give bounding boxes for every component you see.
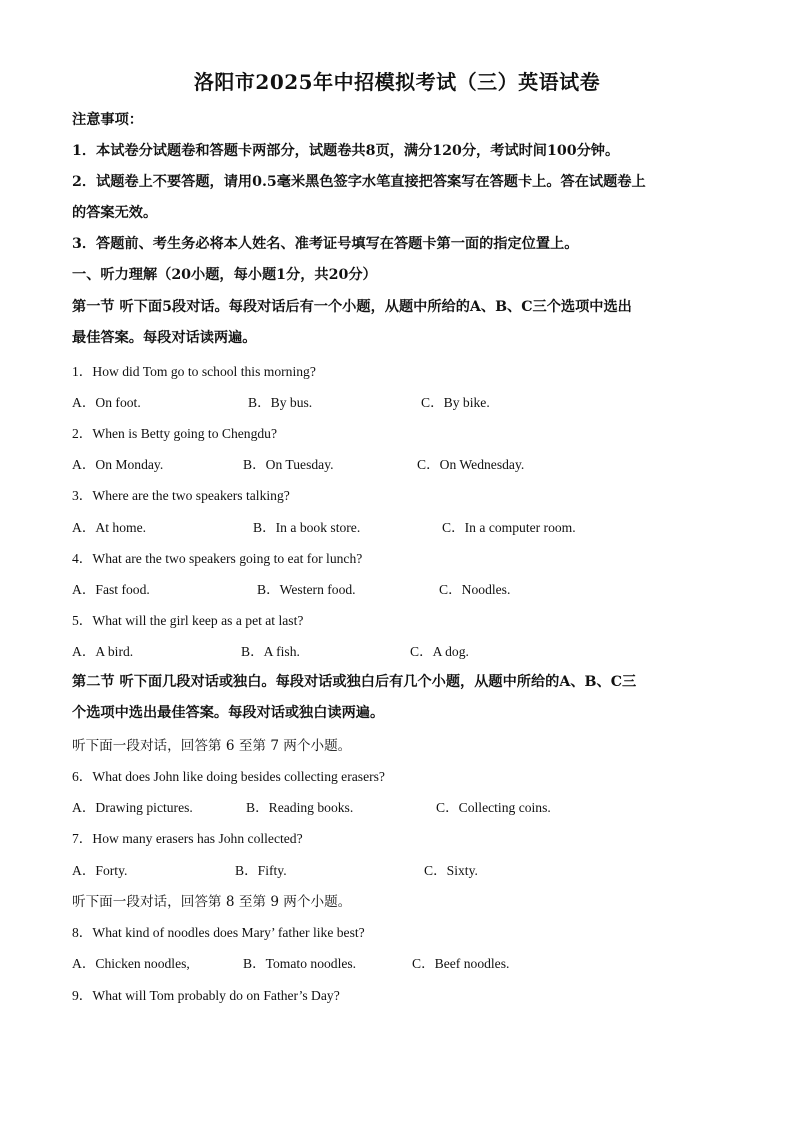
q6-option-a: A．Drawing pictures.	[72, 800, 193, 815]
q8-option-c: C．Beef noodles.	[412, 956, 510, 971]
question-7: 7．How many erasers has John collected?	[72, 831, 303, 846]
q6-option-b: B．Reading books.	[246, 800, 354, 815]
notice-item-3: 3．答题前、考生务必将本人姓名、准考证号填写在答题卡第一面的指定位置上。	[72, 236, 579, 252]
q3-option-b: B．In a book store.	[253, 520, 361, 535]
q4-option-c: C．Noodles.	[439, 582, 511, 597]
q7-option-b: B．Fifty.	[235, 863, 287, 878]
intro-q8-q9: 听下面一段对话，回答第 8 至第 9 两个小题。	[72, 894, 352, 910]
intro-q6-q7: 听下面一段对话，回答第 6 至第 7 两个小题。	[72, 738, 352, 754]
q5-option-c: C．A dog.	[410, 644, 469, 659]
q8-option-b: B．Tomato noodles.	[243, 956, 357, 971]
q1-option-a: A．On foot.	[72, 395, 141, 410]
question-3: 3．Where are the two speakers talking?	[72, 488, 290, 503]
notice-item-2-cont: 的答案无效。	[72, 205, 158, 221]
q4-option-b: B．Western food.	[257, 582, 356, 597]
q4-option-a: A．Fast food.	[72, 582, 150, 597]
q2-option-c: C．On Wednesday.	[417, 457, 525, 472]
part1-heading: 一、听力理解（20小题，每小题1分，共20分）	[72, 267, 377, 283]
q3-option-c: C．In a computer room.	[442, 520, 576, 535]
question-6: 6．What does John like doing besides collecting erasers?	[72, 769, 385, 784]
q7-option-c: C．Sixty.	[424, 863, 478, 878]
question-1: 1．How did Tom go to school this morning?	[72, 364, 316, 379]
notice-item-1: 1．本试卷分试题卷和答题卡两部分，试题卷共8页，满分120分，考试时间100分钟。	[72, 143, 620, 159]
page-title: 洛阳市2025年中招模拟考试（三）英语试卷	[193, 70, 601, 94]
question-2: 2．When is Betty going to Chengdu?	[72, 426, 278, 441]
notice-heading: 注意事项：	[72, 112, 143, 128]
section1-instruction: 第一节 听下面5段对话。每段对话后有一个小题，从题中所给的A、B、C三个选项中选出	[72, 299, 632, 315]
q5-option-b: B．A fish.	[241, 644, 300, 659]
q6-option-c: C．Collecting coins.	[436, 800, 551, 815]
q5-option-a: A．A bird.	[72, 644, 134, 659]
notice-item-2: 2．试题卷上不要答题，请用0.5毫米黑色签字水笔直接把答案写在答题卡上。答在试题卷上	[72, 174, 646, 190]
question-9: 9．What will Tom probably do on Father’s Day?	[72, 988, 340, 1003]
section2-instruction-cont: 个选项中选出最佳答案。每段对话或独白读两遍。	[72, 705, 385, 721]
section1-instruction-cont: 最佳答案。每段对话读两遍。	[72, 330, 257, 346]
question-4: 4．What are the two speakers going to eat for lunch?	[72, 551, 363, 566]
q7-option-a: A．Forty.	[72, 863, 128, 878]
question-5: 5．What will the girl keep as a pet at last?	[72, 613, 304, 628]
q1-option-c: C．By bike.	[421, 395, 490, 410]
q1-option-b: B．By bus.	[248, 395, 313, 410]
section2-instruction: 第二节 听下面几段对话或独白。每段对话或独白后有几个小题，从题中所给的A、B、C三	[72, 674, 637, 690]
q8-option-a: A．Chicken noodles,	[72, 956, 190, 971]
q3-option-a: A．At home.	[72, 520, 147, 535]
q2-option-b: B．On Tuesday.	[243, 457, 334, 472]
question-8: 8．What kind of noodles does Mary’ father like best?	[72, 925, 365, 940]
q2-option-a: A．On Monday.	[72, 457, 164, 472]
